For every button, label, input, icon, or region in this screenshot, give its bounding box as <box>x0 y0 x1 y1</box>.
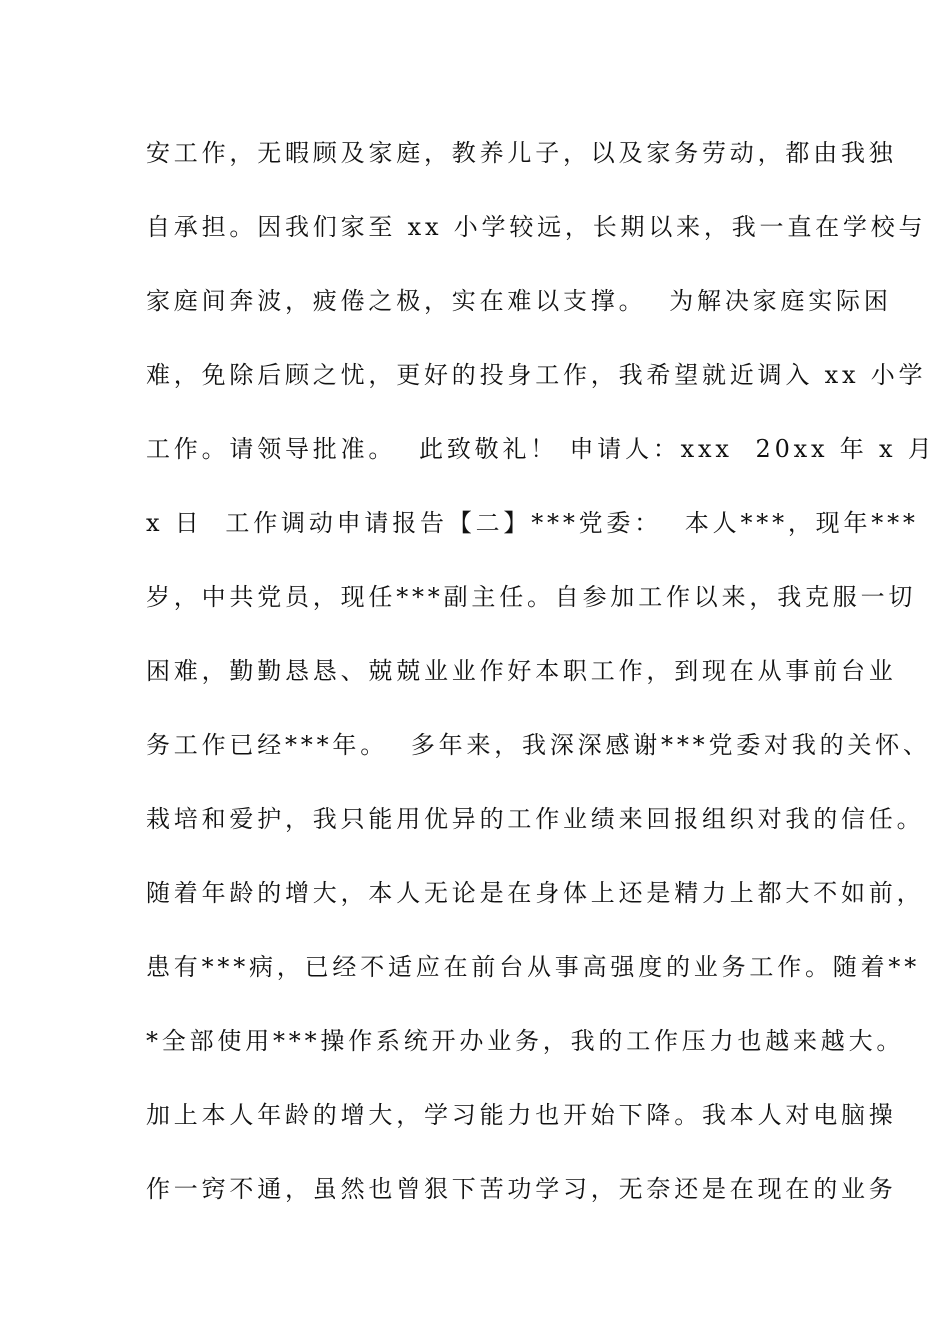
body-text <box>146 128 936 1238</box>
text-line: 岁，中共党员，现任***副主任。自参加工作以来，我克服一切 <box>146 583 917 611</box>
text-line: x 日 工作调动申请报告【二】***党委： 本人***，现年*** <box>146 509 919 537</box>
text-line: 难，免除后顾之忧，更好的投身工作，我希望就近调入 xx 小学 <box>146 361 927 389</box>
text-line: 工作。请领导批准。 此致敬礼！ 申请人：xxx 20xx 年 x 月 <box>146 435 936 463</box>
text-line: 加上本人年龄的增大，学习能力也开始下降。我本人对电脑操 <box>146 1101 897 1129</box>
text-line: 栽培和爱护，我只能用优异的工作业绩来回报组织对我的信任。 <box>146 805 925 833</box>
text-line: 安工作，无暇顾及家庭，教养儿子，以及家务劳动，都由我独 <box>146 139 897 167</box>
text-line: 自承担。因我们家至 xx 小学较远，长期以来，我一直在学校与 <box>146 213 927 241</box>
text-line: 随着年龄的增大，本人无论是在身体上还是精力上都大不如前， <box>146 879 925 907</box>
text-line: 家庭间奔波，疲倦之极，实在难以支撑。 为解决家庭实际困 <box>146 287 892 315</box>
text-line: 务工作已经***年。 多年来，我深深感谢***党委对我的关怀、 <box>146 731 931 759</box>
text-line: *全部使用***操作系统开办业务，我的工作压力也越来越大。 <box>146 1027 905 1055</box>
text-line: 困难，勤勤恳恳、兢兢业业作好本职工作，到现在从事前台业 <box>146 657 897 685</box>
text-line: 作一窍不通，虽然也曾狠下苦功学习，无奈还是在现在的业务 <box>146 1175 897 1203</box>
text-line: 患有***病，已经不适应在前台从事高强度的业务工作。随着** <box>146 953 920 981</box>
